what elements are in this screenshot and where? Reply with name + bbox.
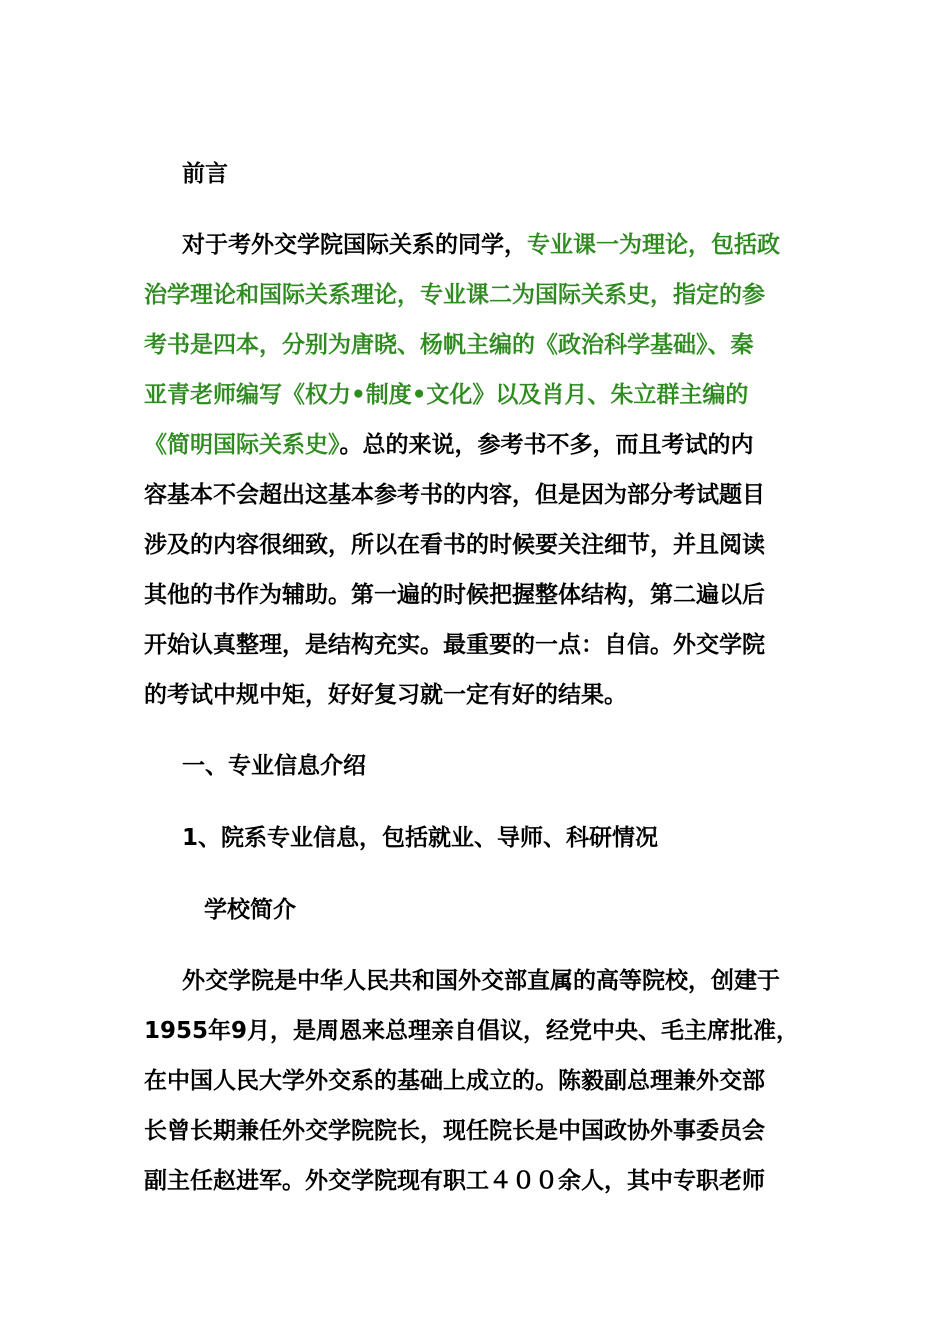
section-1-title: 一、专业信息介绍 [182,753,366,779]
preface-title: 前言 [182,161,228,187]
preface-line-5 [144,430,754,460]
school-line-2: 1955年9月，是周恩来总理亲自倡议，经党中央、毛主席批准， [144,1018,800,1044]
preface-text-highlight: 专业课一为理论，包括政 [527,232,780,258]
preface-line-3: 考书是四本，分别为唐晓、杨帆主编的《政治科学基础》、秦 [144,332,754,358]
preface-line-8: 其他的书作为辅助。第一遍的时候把握整体结构，第二遍以后 [144,582,765,608]
school-line-1: 外交学院是中华人民共和国外交部直属的高等院校，创建于 [182,968,780,994]
school-intro-title: 学校简介 [204,897,296,923]
preface-line-7: 涉及的内容很细致，所以在看书的时候要关注细节，并且阅读 [144,532,765,558]
preface-line-2: 治学理论和国际关系理论，专业课二为国际关系史，指定的参 [144,282,765,308]
school-line-5: 副主任赵进军。外交学院现有职工４００余人，其中专职老师 [144,1168,765,1194]
preface-line-6: 容基本不会超出这基本参考书的内容，但是因为部分考试题目 [144,482,765,508]
preface-text-highlight: 《简明国际关系史》 [144,432,340,458]
school-line-3: 在中国人民大学外交系的基础上成立的。陈毅副总理兼外交部 [144,1068,765,1094]
preface-line-4: 亚青老师编写《权力•制度•文化》以及肖月、朱立群主编的 [144,382,749,408]
preface-text-black: 。总的来说，参考书不多，而且考试的内 [339,432,754,458]
school-line-4: 长曾长期兼任外交学院院长，现任院长是中国政协外事委员会 [144,1118,765,1144]
preface-line-1 [182,230,780,260]
preface-text-black: 对于考外交学院国际关系的同学， [182,232,527,258]
subsection-1-title: 1、院系专业信息，包括就业、导师、科研情况 [182,825,659,851]
preface-line-10: 的考试中规中矩，好好复习就一定有好的结果。 [144,682,627,708]
preface-line-9: 开始认真整理，是结构充实。最重要的一点：自信。外交学院 [144,632,765,658]
